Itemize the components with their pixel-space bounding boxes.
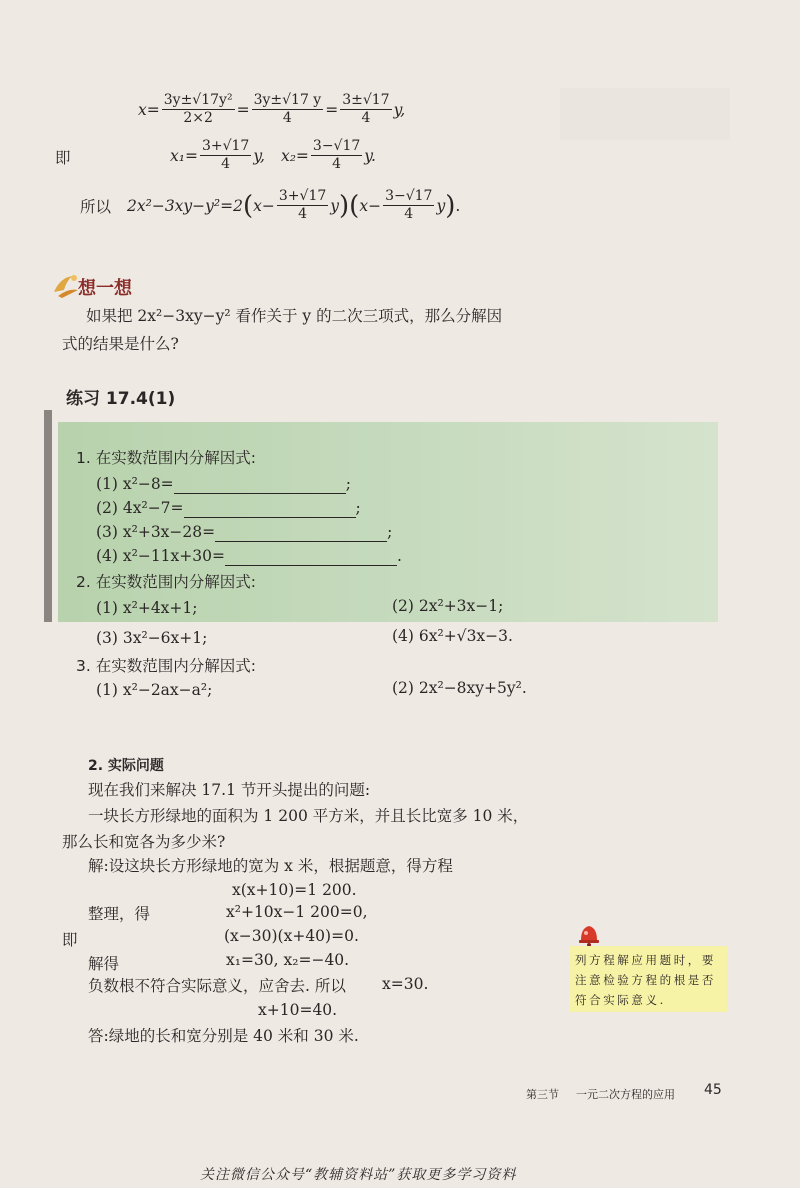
q2-item-1: (1) x²+4x+1; bbox=[96, 599, 198, 617]
fraction-3-den: 4 bbox=[361, 110, 371, 126]
equation-1: x(x+10)=1 200. bbox=[232, 881, 357, 899]
q1-item-4 bbox=[96, 546, 402, 566]
fraction-1 bbox=[162, 92, 235, 127]
q1-item-2-text: (2) 4x²−7= bbox=[96, 499, 184, 517]
q1-item-3-text: (3) x²+3x−28= bbox=[96, 523, 216, 541]
q1-item-2 bbox=[96, 498, 361, 518]
tip-box bbox=[569, 946, 727, 1012]
equals: = bbox=[146, 100, 160, 119]
practice-q1: 1. 在实数范围内分解因式: bbox=[76, 449, 256, 467]
practice-title: 练习 17.4(1) bbox=[66, 389, 176, 409]
x2-den: 4 bbox=[332, 156, 342, 172]
final-den-2: 4 bbox=[404, 206, 414, 222]
section-2-heading: 2. 实际问题 bbox=[88, 758, 164, 774]
q1-item-1-text: (1) x²−8= bbox=[96, 475, 174, 493]
derivation-line-1 bbox=[138, 92, 405, 127]
faded-margin-mark bbox=[560, 88, 730, 140]
final-den-1: 4 bbox=[298, 206, 308, 222]
jiede-label: 解得 bbox=[88, 955, 120, 973]
final-fraction-2 bbox=[383, 188, 434, 223]
q1-item-4-text: (4) x²−11x+30= bbox=[96, 547, 225, 565]
section-2-p2: 一块长方形绿地的面积为 1 200 平方米，并且长比宽多 10 米， bbox=[88, 807, 529, 825]
fraction-3 bbox=[340, 92, 391, 127]
q2-item-3: (3) 3x²−6x+1; bbox=[96, 629, 208, 647]
final-a: x− bbox=[253, 196, 275, 215]
answer-blank bbox=[184, 503, 356, 518]
x2-fraction bbox=[311, 138, 362, 173]
equation-5: x=30. bbox=[382, 975, 429, 993]
think-line-1: 如果把 2x²−3xy−y² 看作关于 y 的二次三项式，那么分解因 bbox=[86, 307, 503, 325]
line-1-tail: y, bbox=[393, 100, 406, 119]
practice-q3: 3. 在实数范围内分解因式: bbox=[76, 657, 256, 675]
x1-label: x₁= bbox=[170, 146, 198, 165]
x2-tail: y. bbox=[364, 146, 376, 165]
x1-den: 4 bbox=[221, 156, 231, 172]
q1-item-4-end: . bbox=[397, 547, 402, 565]
fraction-1-den: 2×2 bbox=[183, 110, 213, 126]
final-num-2: 3−√17 bbox=[385, 188, 433, 204]
watermark-text: 关注微信公众号“教辅资料站”获取更多学习资料 bbox=[200, 1167, 517, 1183]
section-2-p1: 现在我们来解决 17.1 节开头提出的问题: bbox=[88, 781, 371, 799]
fraction-3-num: 3±√17 bbox=[342, 92, 390, 108]
suoyi-label: 所以 bbox=[80, 197, 112, 216]
q3-item-2: (2) 2x²−8xy+5y². bbox=[392, 679, 527, 697]
think-title: 想一想 bbox=[78, 278, 132, 299]
final-fraction-1 bbox=[277, 188, 328, 223]
equation-3: (x−30)(x+40)=0. bbox=[224, 927, 359, 945]
equals-2: = bbox=[236, 100, 250, 119]
answer-text: 答:绿地的长和宽分别是 40 米和 30 米. bbox=[88, 1027, 359, 1045]
x1-tail: y, bbox=[253, 146, 265, 165]
ji-label-2: 即 bbox=[62, 931, 78, 949]
final-c: x− bbox=[359, 196, 382, 215]
section-2-p5: 负数根不符合实际意义，应舍去. 所以 bbox=[88, 977, 346, 995]
ji-label: 即 bbox=[55, 149, 71, 167]
practice-side-bar bbox=[44, 410, 52, 622]
fraction-2-num: 3y±√17 y bbox=[253, 92, 322, 108]
zhengli-label: 整理，得 bbox=[88, 905, 151, 923]
q1-item-1-end: ; bbox=[345, 475, 351, 493]
equation-2: x²+10x−1 200=0, bbox=[226, 903, 368, 921]
equation-4: x₁=30, x₂=−40. bbox=[226, 951, 350, 969]
final-num-1: 3+√17 bbox=[278, 188, 327, 204]
var-x: x bbox=[138, 100, 147, 119]
answer-blank bbox=[174, 479, 346, 494]
section-2-p3: 那么长和宽各为多少米? bbox=[62, 833, 226, 851]
derivation-line-3: 所以 2x²−3xy−y²=2 ( x− $\frac{3+√17}{4}$ y )( x− $\frac{3-√17}{4}$ y ) . bbox=[80, 188, 461, 222]
final-end: . bbox=[455, 196, 461, 215]
final-lhs: 2x²−3xy−y²=2 bbox=[127, 196, 243, 215]
think-line-2: 式的结果是什么? bbox=[62, 335, 179, 353]
q3-item-1: (1) x²−2ax−a²; bbox=[96, 681, 213, 699]
answer-blank bbox=[215, 527, 387, 542]
final-d: y bbox=[436, 196, 446, 215]
fraction-2-den: 4 bbox=[282, 110, 292, 126]
section-2-p4: 解:设这块长方形绿地的宽为 x 米，根据题意，得方程 bbox=[88, 857, 453, 875]
equals-3: = bbox=[325, 100, 339, 119]
q2-item-4: (4) 6x²+√3x−3. bbox=[392, 627, 513, 645]
x1-fraction bbox=[200, 138, 251, 173]
x2-label: x₂= bbox=[280, 146, 309, 165]
footer-section: 第三节 bbox=[526, 1088, 559, 1101]
page-number: 45 bbox=[704, 1082, 722, 1098]
practice-q2: 2. 在实数范围内分解因式: bbox=[76, 573, 256, 591]
footer-chapter: 一元二次方程的应用 bbox=[576, 1088, 675, 1101]
q1-item-1 bbox=[96, 474, 351, 494]
final-b: y bbox=[330, 196, 340, 215]
q1-item-3 bbox=[96, 522, 392, 542]
x2-num: 3−√17 bbox=[312, 138, 361, 154]
q1-item-2-end: ; bbox=[355, 499, 361, 517]
derivation-line-2 bbox=[170, 138, 376, 173]
tip-text: 列方程解应用题时，要注意检验方程的根是否符合实际意义. bbox=[575, 953, 716, 1007]
q2-item-2: (2) 2x²+3x−1; bbox=[392, 597, 504, 615]
fraction-1-num: 3y±√17y² bbox=[163, 92, 233, 108]
x1-num: 3+√17 bbox=[201, 138, 250, 154]
fraction-2 bbox=[252, 92, 324, 127]
answer-blank bbox=[225, 551, 397, 566]
q1-item-3-end: ; bbox=[387, 523, 393, 541]
equation-6: x+10=40. bbox=[258, 1001, 338, 1019]
